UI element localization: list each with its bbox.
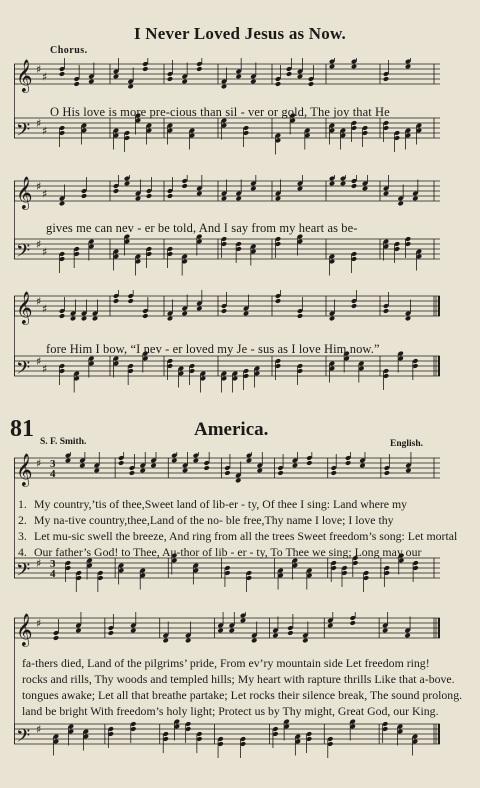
svg-text:♯: ♯ — [36, 457, 42, 470]
tune-credit: English. — [390, 439, 424, 449]
verse-line-4-cont: land be bright With freedom’s holy light; Protect us by Thy might, Great God, our King. — [22, 704, 439, 718]
svg-text:♯: ♯ — [36, 295, 42, 308]
svg-text:♯: ♯ — [36, 117, 42, 130]
music-system — [14, 612, 440, 762]
verse-line-3: 3. Let mu-sic swell the breeze, And ring from all the trees Sweet freedom’s song: Let mortal — [18, 529, 458, 543]
verse-line-2: 2. My na-tive country,thee,Land of the no- ble free,Thy name I love; I love thy — [18, 513, 394, 527]
svg-text:𝄢: 𝄢 — [16, 120, 31, 145]
svg-text:♯: ♯ — [36, 238, 42, 251]
svg-text:𝄢: 𝄢 — [16, 241, 31, 266]
lyric-line: gives me can nev - er be told, And I say from my heart as be- — [46, 221, 358, 235]
song-title: I Never Loved Jesus as Now. — [134, 24, 346, 43]
song-title: America. — [194, 419, 269, 440]
author-credit: S. F. Smith. — [40, 437, 87, 447]
svg-text:𝄞: 𝄞 — [16, 176, 33, 209]
svg-text:♯: ♯ — [36, 180, 42, 193]
svg-text:𝄞: 𝄞 — [16, 453, 33, 486]
svg-text:♯: ♯ — [42, 245, 48, 259]
verse-line-4: 4. Our father’s God! to Thee, Au-thor of lib - er - ty, To Thee we sing; Long may our — [18, 545, 422, 559]
svg-text:♯: ♯ — [42, 187, 48, 201]
section-label: Chorus. — [50, 45, 88, 56]
svg-text:3: 3 — [50, 558, 56, 570]
verse-line-1-cont: fa-thers died, Land of the pilgrims’ pride, From ev’ry mountain side Let freedom ring! — [22, 656, 430, 670]
lyric-line: fore Him I bow, “I nev - er loved my Je - sus as I love Him now.” — [46, 342, 380, 356]
svg-text:3: 3 — [50, 458, 56, 470]
svg-text:♯: ♯ — [42, 70, 48, 84]
svg-text:♯: ♯ — [36, 723, 42, 736]
svg-text:4: 4 — [50, 568, 56, 580]
lyric-line: O His love is more pre-cious than sil - ver or gold, The joy that He — [50, 105, 390, 119]
svg-text:𝄢: 𝄢 — [16, 358, 31, 383]
svg-text:𝄞: 𝄞 — [16, 59, 33, 92]
svg-text:𝄢: 𝄢 — [16, 726, 31, 751]
svg-text:♯: ♯ — [36, 63, 42, 76]
svg-text:𝄞: 𝄞 — [16, 613, 33, 646]
svg-text:4: 4 — [50, 468, 56, 480]
svg-text:♯: ♯ — [42, 302, 48, 316]
svg-text:♯: ♯ — [36, 355, 42, 368]
verse-line-1: 1. My country,’tis of thee,Sweet land of lib-er - ty, Of thee I sing: Land where my — [18, 497, 408, 511]
hymn-number: 81 — [10, 416, 34, 442]
svg-text:♯: ♯ — [42, 124, 48, 138]
svg-text:♯: ♯ — [36, 557, 42, 570]
svg-text:♯: ♯ — [36, 617, 42, 630]
staff-pair-notation — [14, 612, 440, 762]
svg-text:𝄢: 𝄢 — [16, 560, 31, 585]
svg-text:𝄞: 𝄞 — [16, 291, 33, 324]
svg-text:♯: ♯ — [42, 362, 48, 376]
verse-line-2-cont: rocks and rills, Thy woods and templed hills; My heart with rapture thrills Like that a-bove. — [22, 672, 455, 686]
verse-line-3-cont: tongues awake; Let all that breathe partake; Let rocks their silence break, The sound prolong. — [22, 688, 463, 702]
